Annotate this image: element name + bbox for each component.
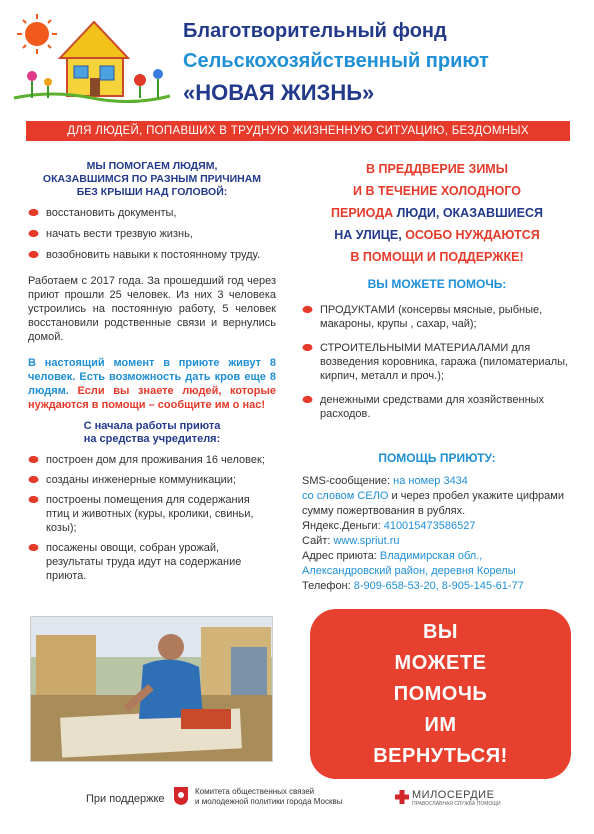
bullet-icon <box>302 343 313 352</box>
site-link[interactable]: www.spriut.ru <box>333 535 400 547</box>
header-line-2: Сельскохозяйственный приют <box>183 50 489 72</box>
about-paragraph: Работаем с 2017 года. За прошедший год через приют прошли 25 человек. Из них 3 человека устроились на постоянную работу, 5 человек восстановили родственные связи и вернулись домой. <box>28 275 276 343</box>
red-cross-icon <box>394 789 410 805</box>
contacts: SMS-сообщение: на номер 3434 со словом СЕЛО и через пробел укажите цифрами сумму пожертвования в рублях. Яндекс.Деньги: 410015473586527 Сайт: www.spriut.ru Адрес приюта: Владимирская обл., Александровский район, деревня Корелы Телефон: 8-909-658-53-20, 8-905-145-61-77 <box>302 475 564 592</box>
yandex-wallet[interactable]: 410015473586527 <box>383 520 476 532</box>
help-shelter-heading: ПОМОЩЬ ПРИЮТУ: <box>378 451 496 465</box>
current-residents: В настоящий момент в приюте живут 8 человек. Есть возможность дать кров еще 8 людям. Если вы знаете людей, которые нуждаются в помощи – сообщите им о нас! <box>28 357 276 411</box>
bullet-icon <box>28 543 39 552</box>
list-item: посажены овощи, собран урожай, результаты труда идут на содержание приюта. <box>28 541 276 583</box>
list-item: СТРОИТЕЛЬНЫМИ МАТЕРИАЛАМИ для возведения коровника, гаража (пиломатериалы, кирпич, металл и проч.); <box>302 341 572 383</box>
header-line-1: Благотворительный фонд <box>183 20 447 42</box>
committee-text: Комитета общественных связей и молодежной политики города Москвы <box>195 787 343 806</box>
list-item: возобновить навыки к постоянному труду. <box>28 248 276 262</box>
childrens-drawing-house <box>12 10 172 108</box>
founder-list <box>28 453 276 583</box>
can-help-list <box>302 303 572 421</box>
list-item: восстановить документы, <box>28 206 276 220</box>
audience-banner: ДЛЯ ЛЮДЕЙ, ПОПАВШИХ В ТРУДНУЮ ЖИЗНЕННУЮ СИТУАЦИЮ, БЕЗДОМНЫХ <box>26 121 570 141</box>
bullet-icon <box>28 475 39 484</box>
bullet-icon <box>302 305 313 314</box>
list-item: построены помещения для содержания птиц и животных (куры, кролики, свиньи, козы); <box>28 493 276 535</box>
list-item: ПРОДУКТАМИ (консервы мясные, рыбные, макароны, крупы , сахар, чай); <box>302 303 572 331</box>
moscow-emblem-icon <box>173 786 189 806</box>
footer-support-label: При поддержке <box>86 793 165 805</box>
list-item: построен дом для проживания 16 человек; <box>28 453 276 467</box>
bullet-icon <box>28 229 39 238</box>
help-list <box>28 206 276 262</box>
mercy-logo: МИЛОСЕРДИЕ ПРАВОСЛАВНАЯ СЛУЖБА ПОМОЩИ <box>412 789 501 807</box>
phone-numbers[interactable]: 8-909-658-53-20, 8-905-145-61-77 <box>353 580 524 592</box>
list-item: созданы инженерные коммуникации; <box>28 473 276 487</box>
bullet-icon <box>28 495 39 504</box>
winter-appeal: В ПРЕДДВЕРИЕ ЗИМЫ И В ТЕЧЕНИЕ ХОЛОДНОГО ПЕРИОДА ЛЮДИ, ОКАЗАВШИЕСЯ НА УЛИЦЕ, ОСОБО НУЖДАЮТСЯ В ПОМОЩИ И ПОДДЕРЖКЕ! <box>331 162 543 264</box>
founder-heading: С начала работы приюта на средства учредителя: <box>83 420 221 445</box>
callout-box: ВЫ МОЖЕТЕ ПОМОЧЬ ИМ ВЕРНУТЬСЯ! <box>310 609 571 779</box>
we-help-heading: МЫ ПОМОГАЕМ ЛЮДЯМ, ОКАЗАВШИМСЯ ПО РАЗНЫМ ПРИЧИНАМ БЕЗ КРЫШИ НАД ГОЛОВОЙ: <box>42 160 262 198</box>
worker-photo <box>30 616 273 762</box>
can-help-heading: ВЫ МОЖЕТЕ ПОМОЧЬ: <box>367 277 507 291</box>
header-line-3: «НОВАЯ ЖИЗНЬ» <box>183 80 375 105</box>
bullet-icon <box>302 395 313 404</box>
list-item: начать вести трезвую жизнь, <box>28 227 276 241</box>
bullet-icon <box>28 208 39 217</box>
bullet-icon <box>28 250 39 259</box>
right-column <box>302 158 572 594</box>
list-item: денежными средствами для хозяйственных расходов. <box>302 393 572 421</box>
left-column <box>28 160 276 583</box>
bullet-icon <box>28 455 39 464</box>
